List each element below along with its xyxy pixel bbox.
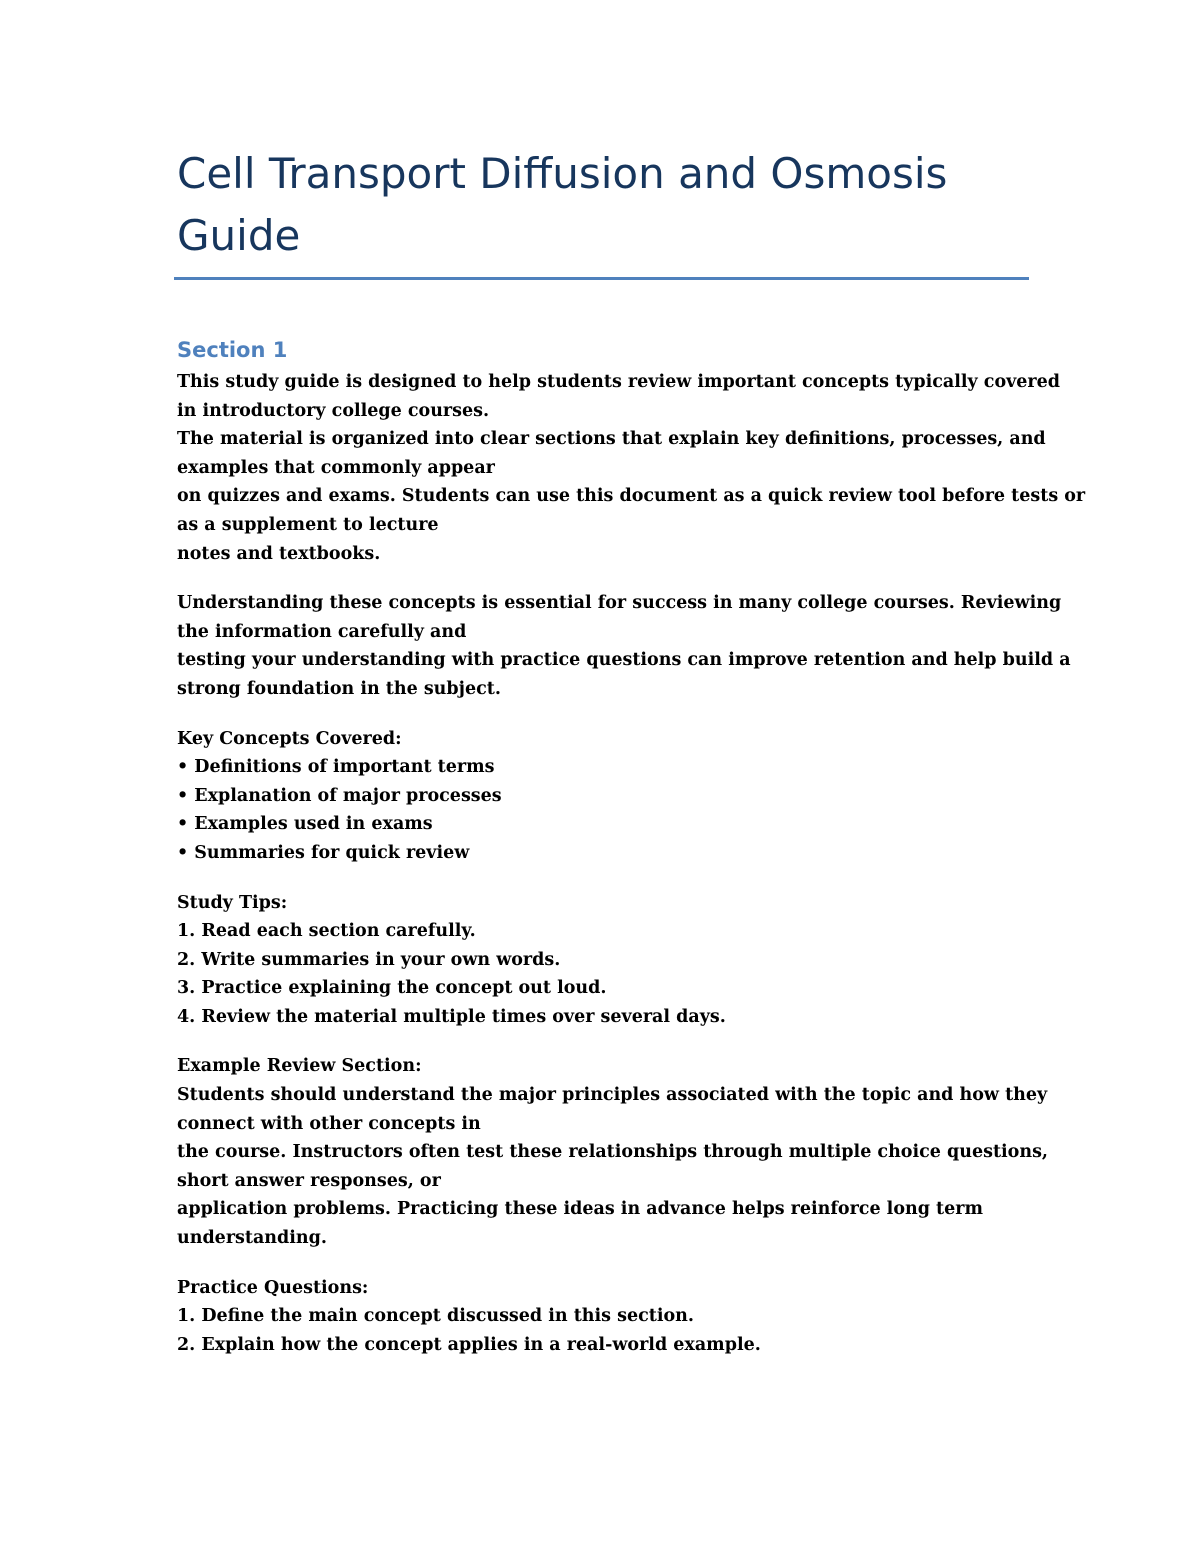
study-tips-heading: Study Tips: (177, 892, 288, 913)
study-tips-list (177, 889, 1032, 1032)
intro-line: This study guide is designed to help students review important concepts typically covered (177, 372, 1061, 392)
key-concepts-heading: Key Concepts Covered: (177, 728, 402, 749)
section-heading: Section 1 (177, 338, 288, 362)
example-review-line: the course. Instructors often test these relationships through multiple choice questions, (177, 1142, 1049, 1163)
understanding-line: strong foundation in the subject. (177, 678, 501, 699)
intro-line: The material is organized into clear sections that explain key definitions, processes, and (177, 429, 1046, 450)
intro-line: notes and textbooks. (177, 543, 381, 564)
practice-questions-list (177, 1274, 1032, 1360)
example-review-line: understanding. (177, 1228, 327, 1249)
example-review-line: Students should understand the major principles associated with the topic and how they (177, 1085, 1048, 1106)
key-concepts-list (177, 725, 1032, 868)
understanding-line: the information carefully and (177, 621, 467, 642)
title-line-2: Guide (177, 211, 301, 260)
list-item: 1. Read each section carefully. (177, 921, 476, 942)
list-item: • Explanation of major processes (177, 785, 502, 806)
intro-line: examples that commonly appear (177, 457, 495, 478)
list-item: 2. Explain how the concept applies in a real-world example. (177, 1334, 761, 1355)
document-title (177, 143, 1032, 267)
list-item: • Examples used in exams (177, 814, 433, 835)
list-item: 1. Define the main concept discussed in this section. (177, 1306, 694, 1327)
list-item: 4. Review the material multiple times over several days. (177, 1006, 726, 1027)
list-item: 3. Practice explaining the concept out loud. (177, 978, 607, 999)
understanding-paragraph (177, 589, 1071, 703)
example-review-heading: Example Review Section: (177, 1056, 422, 1077)
title-underline (174, 277, 1029, 280)
intro-line: on quizzes and exams. Students can use this document as a quick review tool before tests or (177, 486, 1086, 507)
understanding-line: Understanding these concepts is essential for success in many college courses. Reviewing (177, 593, 1062, 614)
intro-line: in introductory college courses. (177, 400, 490, 421)
example-review-section (177, 1052, 1049, 1252)
example-review-line: application problems. Practicing these ideas in advance helps reinforce long term (177, 1199, 983, 1220)
list-item: • Summaries for quick review (177, 842, 470, 863)
list-item: 2. Write summaries in your own words. (177, 949, 561, 970)
understanding-line: testing your understanding with practice questions can improve retention and help build a (177, 650, 1071, 671)
practice-questions-heading: Practice Questions: (177, 1277, 369, 1298)
document-content (177, 143, 1086, 1359)
list-item: • Definitions of important terms (177, 757, 495, 778)
intro-paragraph (177, 368, 1086, 568)
example-review-line: short answer responses, or (177, 1170, 441, 1191)
example-review-line: connect with other concepts in (177, 1113, 481, 1134)
title-line-1: Cell Transport Diffusion and Osmosis (177, 149, 948, 198)
intro-line: as a supplement to lecture (177, 514, 439, 535)
